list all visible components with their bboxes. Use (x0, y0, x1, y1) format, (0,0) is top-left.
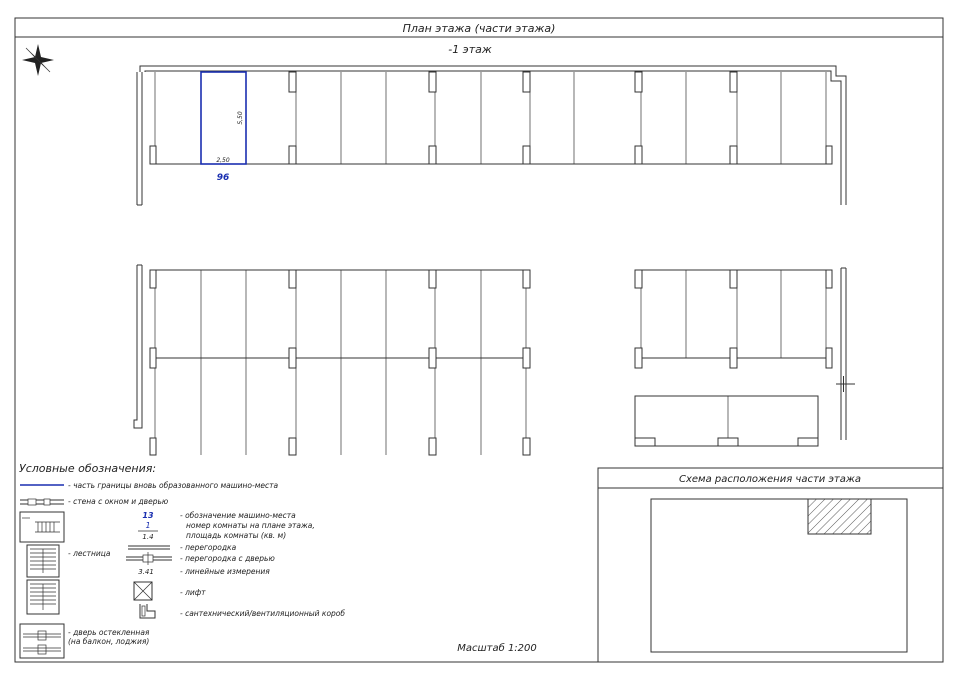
shaft-icon (140, 604, 155, 618)
legend-title: Условные обозначения: (19, 462, 157, 475)
scale-label: Масштаб 1:200 (457, 643, 537, 654)
scheme-highlighted-part (808, 499, 871, 534)
scheme-panel (598, 468, 943, 662)
legend-stairs: - лестница (68, 549, 111, 558)
legend-glazed-door-1: - дверь остекленная (68, 628, 150, 637)
partition-symbol (128, 546, 170, 549)
dim-width: 2,50 (216, 157, 230, 164)
stairs-icon (20, 512, 64, 614)
sample-place-number: 13 (142, 511, 154, 520)
sample-linear: 3.41 (138, 568, 154, 576)
floor-label: -1 этаж (448, 43, 492, 56)
parking-row-top (150, 72, 832, 164)
drawing-frame (15, 18, 943, 662)
sample-room-area: 1.4 (142, 533, 154, 541)
legend-shaft: - сантехнический/вентиляционный короб (180, 609, 346, 618)
legend-boundary: - часть границы вновь образованного машино-места (68, 481, 279, 490)
legend-partition-door: - перегородка с дверью (180, 554, 275, 563)
legend-room-number: номер комнаты на плане этажа, (186, 521, 315, 530)
parking-block-lower-left (150, 270, 530, 455)
legend-wall-symbol (20, 499, 64, 505)
lift-icon (134, 582, 152, 600)
dim-length: 5,50 (237, 111, 244, 125)
glazed-door-icon (20, 624, 64, 658)
partition-door-symbol (126, 552, 172, 565)
parking-block-lower-right (635, 270, 832, 446)
legend-place-designation: - обозначение машино-места (180, 511, 296, 520)
legend-glazed-door-2: (на балкон, лоджия) (68, 637, 150, 646)
scheme-title: Схема расположения части этажа (678, 474, 862, 485)
legend-wall: - стена с окном и дверью (68, 497, 169, 506)
legend-lift: - лифт (180, 588, 206, 597)
legend-room-area: площадь комнаты (кв. м) (186, 531, 287, 540)
sample-room-number: 1 (145, 521, 151, 530)
place-number: 96 (216, 173, 230, 183)
legend-partition: - перегородка (180, 543, 237, 552)
plan-title: План этажа (части этажа) (402, 22, 556, 35)
compass-icon (22, 44, 54, 76)
legend-linear: - линейные измерения (180, 567, 270, 576)
